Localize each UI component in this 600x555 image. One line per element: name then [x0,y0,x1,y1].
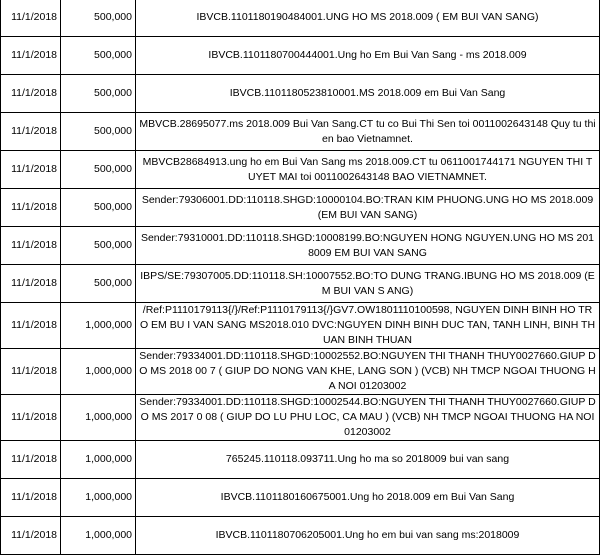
description-text: Sender:79334001.DD:110118.SHGD:10002544.BO:NGUYEN THI THANH THUY0027660.GIUP DO MS 2017 0 08 ( GIUP DO LU PHU LOC, CA MAU ) (VCB) NH TMCP NGOAI THUONG HA NOI 01203002 [139,396,596,438]
description-cell [136,517,600,555]
table-row [1,37,600,75]
date-cell: 11/1/2018 [1,265,61,303]
table-row [1,75,600,113]
description-cell [136,227,600,265]
date-cell: 11/1/2018 [1,151,61,189]
description-cell [136,265,600,303]
date-cell: 11/1/2018 [1,75,61,113]
description-cell [136,37,600,75]
description-cell [136,151,600,189]
description-cell [136,113,600,151]
description-cell [136,349,600,395]
amount-cell: 500,000 [61,227,136,265]
date-cell: 11/1/2018 [1,113,61,151]
table-row [1,0,600,37]
table-row [1,303,600,349]
description-cell [136,189,600,227]
description-text: 765245.110118.093711.Ung ho ma so 2018009 bui van sang [225,453,510,465]
amount-cell: 500,000 [61,265,136,303]
table-row [1,113,600,151]
date-cell: 11/1/2018 [1,349,61,395]
table-row [1,349,600,395]
description-cell [136,441,600,479]
date-cell: 11/1/2018 [1,303,61,349]
description-text: Sender:79306001.DD:110118.SHGD:10000104.BO:TRAN KIM PHUONG.UNG HO MS 2018.009 (EM BUI VAN SANG) [141,193,594,221]
statement-rows [1,0,600,555]
amount-cell: 500,000 [61,37,136,75]
amount-cell: 1,000,000 [61,303,136,349]
amount-cell: 500,000 [61,189,136,227]
date-cell: 11/1/2018 [1,395,61,441]
table-row [1,189,600,227]
date-cell: 11/1/2018 [1,189,61,227]
description-text: IBVCB.1101180700444001.Ung ho Em Bui Van Sang - ms 2018.009 [208,49,527,61]
description-text: Sender:79334001.DD:110118.SHGD:10002552.BO:NGUYEN THI THANH THUY0027660.GIUP DO MS 2018 00 7 ( GIUP DO NONG VAN KHE, LANG SON ) (VCB) NH TMCP NGOAI THUONG HA NOI 01203002 [139,350,596,392]
date-cell: 11/1/2018 [1,0,61,37]
description-text: IBVCB.1101180523810001.MS 2018.009 em Bui Van Sang [229,87,506,99]
description-text: MBVCB28684913.ung ho em Bui Van Sang ms 2018.009.CT tu 0611001744171 NGUYEN THI TUYET MAI toi 0011002643148 BAO VIETNAMNET. [142,155,593,183]
date-cell: 11/1/2018 [1,441,61,479]
date-cell: 11/1/2018 [1,227,61,265]
description-text: IBVCB.1101180160675001.Ung ho 2018.009 em Bui Van Sang [220,491,515,503]
description-cell [136,75,600,113]
amount-cell: 500,000 [61,151,136,189]
description-text: IBVCB.1101180706205001.Ung ho em bui van sang ms:2018009 [215,529,520,541]
amount-cell: 1,000,000 [61,479,136,517]
amount-cell: 500,000 [61,113,136,151]
table-row [1,227,600,265]
date-cell: 11/1/2018 [1,479,61,517]
date-cell: 11/1/2018 [1,37,61,75]
description-text: MBVCB.28695077.ms 2018.009 Bui Van Sang.CT tu co Bui Thi Sen toi 0011002643148 Quy tu thien bao Vietnamnet. [139,117,596,145]
description-cell [136,303,600,349]
table-row [1,441,600,479]
description-text: IBPS/SE:79307005.DD:110118.SH:10007552.BO:TO DUNG TRANG.IBUNG HO MS 2018.009 (EM BUI VAN S ANG) [140,269,595,297]
amount-cell: 1,000,000 [61,517,136,555]
amount-cell: 500,000 [61,75,136,113]
description-text: Sender:79310001.DD:110118.SHGD:10008199.BO:NGUYEN HONG NGUYEN.UNG HO MS 2018009 EM BUI VAN SANG [140,231,595,259]
amount-cell: 1,000,000 [61,349,136,395]
table-row [1,517,600,555]
description-cell [136,395,600,441]
description-cell [136,479,600,517]
description-text: IBVCB.1101180190484001.UNG HO MS 2018.009 ( EM BUI VAN SANG) [196,11,539,23]
date-cell: 11/1/2018 [1,517,61,555]
table-row [1,151,600,189]
amount-cell: 500,000 [61,0,136,37]
description-cell [136,0,600,37]
amount-cell: 1,000,000 [61,441,136,479]
table-row [1,265,600,303]
table-row [1,395,600,441]
table-row [1,479,600,517]
description-text: /Ref:P1110179113{/}/Ref:P1110179113{/}GV7.OW1801110100598, NGUYEN DINH BINH HO TRO EM BU I VAN SANG MS2018.010 DVC:NGUYEN DINH BINH DUC TAN, TANH LINH, BINH THUAN BINH THUAN [139,304,596,346]
amount-cell: 1,000,000 [61,395,136,441]
